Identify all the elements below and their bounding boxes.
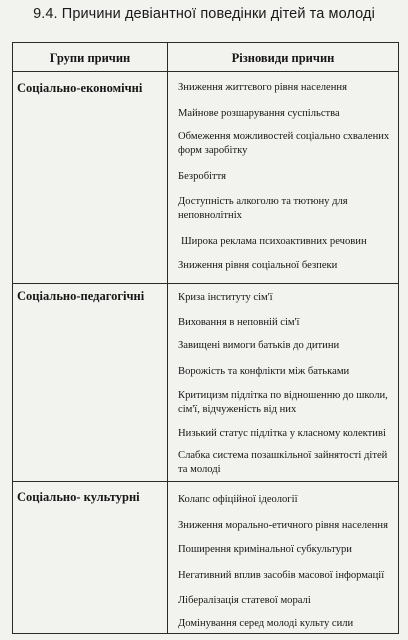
cause-item: Обмеження можливостей соціально схвалених форм заробітку (178, 131, 390, 156)
column-divider (167, 43, 168, 633)
cause-item: Зниження морально-етичного рівня населення (178, 520, 388, 531)
causes-table (12, 42, 399, 634)
row-divider (13, 481, 398, 482)
cause-item: Зниження рівня соціальної безпеки (178, 260, 338, 271)
group-name-socio-pedagogical: Соціально-педагогічні (17, 289, 145, 303)
cause-item: Критицизм підлітка по відношенню до школи, сім'ї, відчуженість від них (178, 390, 388, 415)
header-divider (13, 71, 398, 72)
cause-item: Майнове розшарування суспільства (178, 108, 340, 119)
group-name-socio-cultural: Соціально- культурні (17, 490, 140, 504)
cause-item: Поширення кримінальної субкультури (178, 544, 352, 555)
cause-item: Низький статус підлітка у класному колективі (178, 428, 386, 439)
cause-item: Домінування серед молоді культу сили (178, 618, 354, 629)
cause-item: Зниження життєвого рівня населення (178, 82, 347, 93)
cause-item: Негативний вплив засобів масової інформації (178, 570, 385, 581)
cause-item: Колапс офіційної ідеології (178, 494, 298, 505)
header-groups: Групи причин (49, 51, 131, 65)
cause-item: Доступність алкоголю та тютюну для неповнолітніх (178, 196, 348, 221)
cause-item: Виховання в неповній сім'ї (178, 317, 300, 328)
row-divider (13, 283, 398, 284)
page-title: 9.4. Причини девіантної поведінки дітей та молоді (33, 6, 375, 22)
cause-item: Слабка система позашкільної зайнятості дітей та молоді (178, 450, 388, 475)
group-name-socio-economic: Соціально-економічні (17, 81, 143, 95)
cause-item: Лібералізація статевої моралі (178, 595, 311, 606)
cause-item: Безробіття (178, 171, 227, 182)
cause-item: Завищені вимоги батьків до дитини (178, 340, 340, 351)
cause-item: Криза інституту сім'ї (178, 292, 273, 303)
cause-item: Широка реклама психоактивних речовин (181, 236, 367, 247)
cause-item: Ворожість та конфлікти між батьками (178, 366, 350, 377)
header-types: Різновиди причин (231, 51, 335, 65)
